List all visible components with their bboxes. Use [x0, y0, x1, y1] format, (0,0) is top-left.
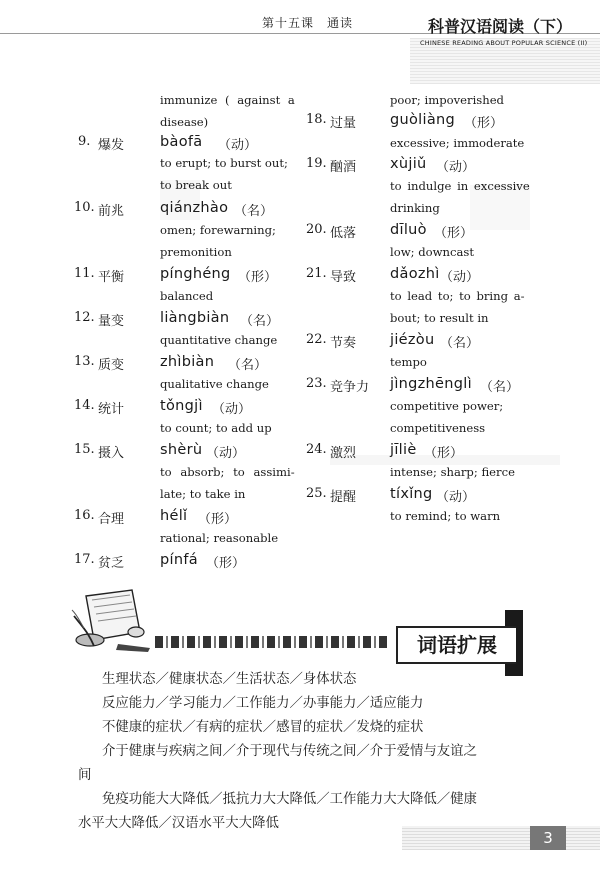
entry-number: 17. — [74, 552, 95, 567]
entry-word: 平衡 — [98, 270, 125, 285]
entry-word: 量变 — [98, 314, 125, 329]
definition-line: rational; reasonable — [160, 531, 279, 545]
entry-part-of-speech: （名） — [228, 358, 268, 373]
entry-pinyin: xùjiǔ — [390, 156, 427, 172]
entry-pinyin: jìngzhēnglì — [390, 376, 472, 392]
entry-word: 前兆 — [98, 204, 125, 219]
entry-word: 酗酒 — [330, 160, 357, 175]
entry-number: 23. — [306, 376, 327, 391]
entry-part-of-speech: （动） — [440, 270, 480, 285]
entry-pinyin: bàofā — [160, 134, 203, 150]
definition-line: low; downcast — [390, 245, 475, 259]
entry-number: 16. — [74, 508, 95, 523]
entry-part-of-speech: （形） — [238, 270, 278, 285]
definition-line: intense; sharp; fierce — [390, 465, 515, 479]
section-title-box — [396, 626, 516, 664]
entry-part-of-speech: （动） — [436, 490, 476, 505]
lesson-label: 第十五课 通读 — [262, 16, 354, 30]
entry-word: 导致 — [330, 270, 357, 285]
entry-pinyin: pínfá — [160, 552, 198, 568]
definition-line: excessive; immoderate — [390, 136, 525, 150]
scroll-quill-icon — [70, 586, 154, 652]
entry-number: 22. — [306, 332, 327, 347]
entry-number: 25. — [306, 486, 327, 501]
definition-line: poor; impoverished — [390, 93, 504, 107]
entry-part-of-speech: （名） — [240, 314, 280, 329]
entry-pinyin: qiánzhào — [160, 200, 229, 216]
definition-line: balanced — [160, 289, 214, 303]
entry-word: 合理 — [98, 512, 125, 527]
entry-part-of-speech: （形） — [424, 446, 464, 461]
definition-line: qualitative change — [160, 377, 269, 391]
entry-word: 竞争力 — [330, 380, 370, 395]
entry-number: 19. — [306, 156, 327, 171]
definition-line: to lead to; to bring a- — [390, 289, 525, 303]
entry-pinyin: shèrù — [160, 442, 203, 458]
extension-line: 不健康的症状／有病的症状／感冒的症状／发烧的症状 — [102, 720, 424, 735]
extension-line: 介于健康与疾病之间／介于现代与传统之间／介于爱情与友谊之 — [102, 744, 477, 759]
definition-line: late; to take in — [160, 487, 246, 501]
definition-line: disease) — [160, 115, 209, 129]
entry-word: 低落 — [330, 226, 357, 241]
entry-number: 18. — [306, 112, 327, 127]
extension-line: 水平大大降低／汉语水平大大降低 — [78, 816, 279, 831]
definition-line: to break out — [160, 178, 232, 192]
entry-pinyin: jīliè — [390, 442, 417, 458]
entry-pinyin: pínghéng — [160, 266, 231, 282]
extension-line: 免疫功能大大降低／抵抗力大大降低／工作能力大大降低／健康 — [102, 792, 477, 807]
decorative-stripe-bar — [155, 636, 387, 648]
definition-line: drinking — [390, 201, 440, 215]
entry-pinyin: liàngbiàn — [160, 310, 230, 326]
entry-number: 21. — [306, 266, 327, 281]
entry-part-of-speech: （动） — [436, 160, 476, 175]
entry-pinyin: guòliàng — [390, 112, 456, 128]
entry-number: 24. — [306, 442, 327, 457]
entry-number: 20. — [306, 222, 327, 237]
entry-part-of-speech: （名） — [234, 204, 274, 219]
definition-line: to indulge in excessive — [390, 179, 530, 193]
extension-line: 间 — [78, 768, 92, 783]
entry-word: 提醒 — [330, 490, 357, 505]
entry-pinyin: tíxǐng — [390, 486, 433, 502]
entry-number: 14. — [74, 398, 95, 413]
entry-pinyin: zhìbiàn — [160, 354, 215, 370]
definition-line: to absorb; to assimi- — [160, 465, 295, 479]
extension-line: 反应能力／学习能力／工作能力／办事能力／适应能力 — [102, 696, 424, 711]
entry-part-of-speech: （名） — [480, 380, 520, 395]
entry-word: 激烈 — [330, 446, 357, 461]
definition-line: bout; to result in — [390, 311, 489, 325]
definition-line: quantitative change — [160, 333, 278, 347]
entry-word: 过量 — [330, 116, 357, 131]
entry-part-of-speech: （动） — [218, 138, 258, 153]
footer-stripe-band — [402, 826, 600, 850]
entry-word: 摄入 — [98, 446, 125, 461]
entry-word: 质变 — [98, 358, 125, 373]
entry-part-of-speech: （形） — [464, 116, 504, 131]
entry-word: 贫乏 — [98, 556, 125, 571]
entry-part-of-speech: （形） — [434, 226, 474, 241]
definition-line: premonition — [160, 245, 232, 259]
section-title: 词语扩展 — [417, 633, 497, 657]
definition-line: to remind; to warn — [390, 509, 501, 523]
definition-line: tempo — [390, 355, 427, 369]
entry-number: 10. — [74, 200, 95, 215]
definition-line: to count; to add up — [160, 421, 272, 435]
entry-part-of-speech: （形） — [206, 556, 246, 571]
entry-pinyin: dīluò — [390, 222, 427, 238]
entry-number: 13. — [74, 354, 95, 369]
entry-pinyin: hélǐ — [160, 508, 188, 524]
entry-word: 节奏 — [330, 336, 357, 351]
entry-number: 12. — [74, 310, 95, 325]
definition-line: competitiveness — [390, 421, 486, 435]
book-title-english: CHINESE READING ABOUT POPULAR SCIENCE (II) — [420, 39, 588, 47]
extension-line: 生理状态／健康状态／生活状态／身体状态 — [102, 672, 357, 687]
entry-word: 爆发 — [98, 138, 125, 153]
entry-part-of-speech: （形） — [198, 512, 238, 527]
entry-word: 统计 — [98, 402, 125, 417]
definition-line: immunize ( against a — [160, 93, 295, 107]
page-number: 3 — [530, 826, 566, 850]
entry-pinyin: dǎozhì — [390, 266, 440, 282]
entry-pinyin: tǒngjì — [160, 398, 203, 414]
entry-part-of-speech: （动） — [212, 402, 252, 417]
entry-number: 15. — [74, 442, 95, 457]
entry-number: 9. — [78, 134, 91, 149]
definition-line: competitive power; — [390, 399, 504, 413]
definition-line: to erupt; to burst out; — [160, 156, 288, 170]
entry-part-of-speech: （动） — [206, 446, 246, 461]
definition-line: omen; forewarning; — [160, 223, 276, 237]
entry-number: 11. — [74, 266, 95, 281]
entry-pinyin: jiézòu — [390, 332, 435, 348]
entry-part-of-speech: （名） — [440, 336, 480, 351]
book-title: 科普汉语阅读（下） — [428, 17, 573, 36]
